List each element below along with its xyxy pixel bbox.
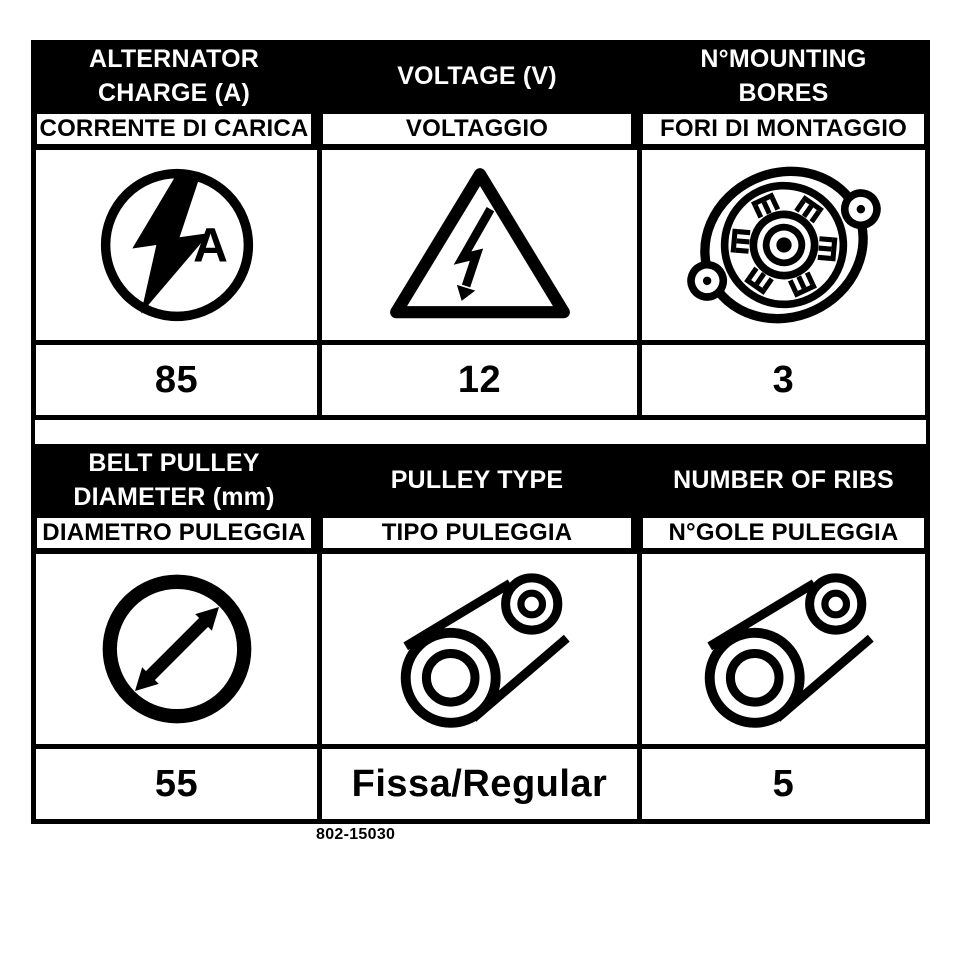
pulley-type-value: Fissa/Regular xyxy=(322,749,642,819)
spec-table xyxy=(31,40,930,824)
mounting-bores-value: 3 xyxy=(772,358,795,401)
high-voltage-warning-icon xyxy=(384,162,576,328)
alternator-charge-value: 85 xyxy=(36,345,322,415)
header-cell-alternator-charge xyxy=(31,40,317,150)
header-en-number-of-ribs: NUMBER OF RIBS xyxy=(673,466,894,495)
header-en-alternator-charge: ALTERNATOR CHARGE (A) xyxy=(88,45,260,107)
header-cell-voltage xyxy=(317,40,637,150)
header-it-voltaggio: VOLTAGGIO xyxy=(323,114,631,144)
belt-ribs-icon-cell xyxy=(642,554,925,744)
value-row-electrical xyxy=(31,340,930,420)
part-number: 802-15030 xyxy=(316,826,396,843)
icon-row-electrical xyxy=(31,150,930,340)
belt-pulley-icon xyxy=(679,559,888,739)
header-it-tipo-puleggia: TIPO PULEGGIA xyxy=(323,518,631,548)
header-band-pulley xyxy=(31,444,930,554)
diameter-arrow-icon-cell xyxy=(36,554,322,744)
header-en-pulley-diameter: BELT PULLEY DIAMETER (mm) xyxy=(73,449,275,511)
header-en-mounting-bores: N°MOUNTING BORES xyxy=(700,45,867,107)
icon-row-pulley xyxy=(31,554,930,744)
header-it-corrente-di-carica: CORRENTE DI CARICA xyxy=(37,114,311,144)
header-cell-pulley-type xyxy=(317,444,637,554)
voltage-value: 12 xyxy=(322,345,642,415)
header-it-ngole-puleggia: N°GOLE PULEGGIA xyxy=(643,518,924,548)
header-it-fori-di-montaggio: FORI DI MONTAGGIO xyxy=(643,114,924,144)
alternator-mounting-bores-icon xyxy=(678,160,890,330)
diameter-arrow-icon xyxy=(93,565,261,733)
amperage-icon-cell xyxy=(36,150,322,340)
header-band-electrical xyxy=(31,40,930,150)
value-row-pulley xyxy=(31,744,930,824)
header-cell-pulley-diameter xyxy=(31,444,317,554)
svg-text:A: A xyxy=(192,218,228,273)
belt-pulley-icon xyxy=(375,559,584,739)
alternator-mounting-bores-icon-cell xyxy=(642,150,925,340)
header-cell-number-of-ribs xyxy=(637,444,930,554)
header-en-voltage: VOLTAGE (V) xyxy=(397,62,557,91)
header-en-pulley-type: PULLEY TYPE xyxy=(390,466,564,495)
high-voltage-warning-icon-cell xyxy=(322,150,642,340)
amperage-icon xyxy=(91,159,263,331)
header-it-diametro-puleggia: DIAMETRO PULEGGIA xyxy=(37,518,311,548)
pulley-diameter-value: 55 xyxy=(36,749,322,819)
number-of-ribs-value: 5 xyxy=(772,762,795,805)
header-cell-mounting-bores xyxy=(637,40,930,150)
belt-pulley-type-icon-cell xyxy=(322,554,642,744)
section-separator xyxy=(31,420,930,444)
